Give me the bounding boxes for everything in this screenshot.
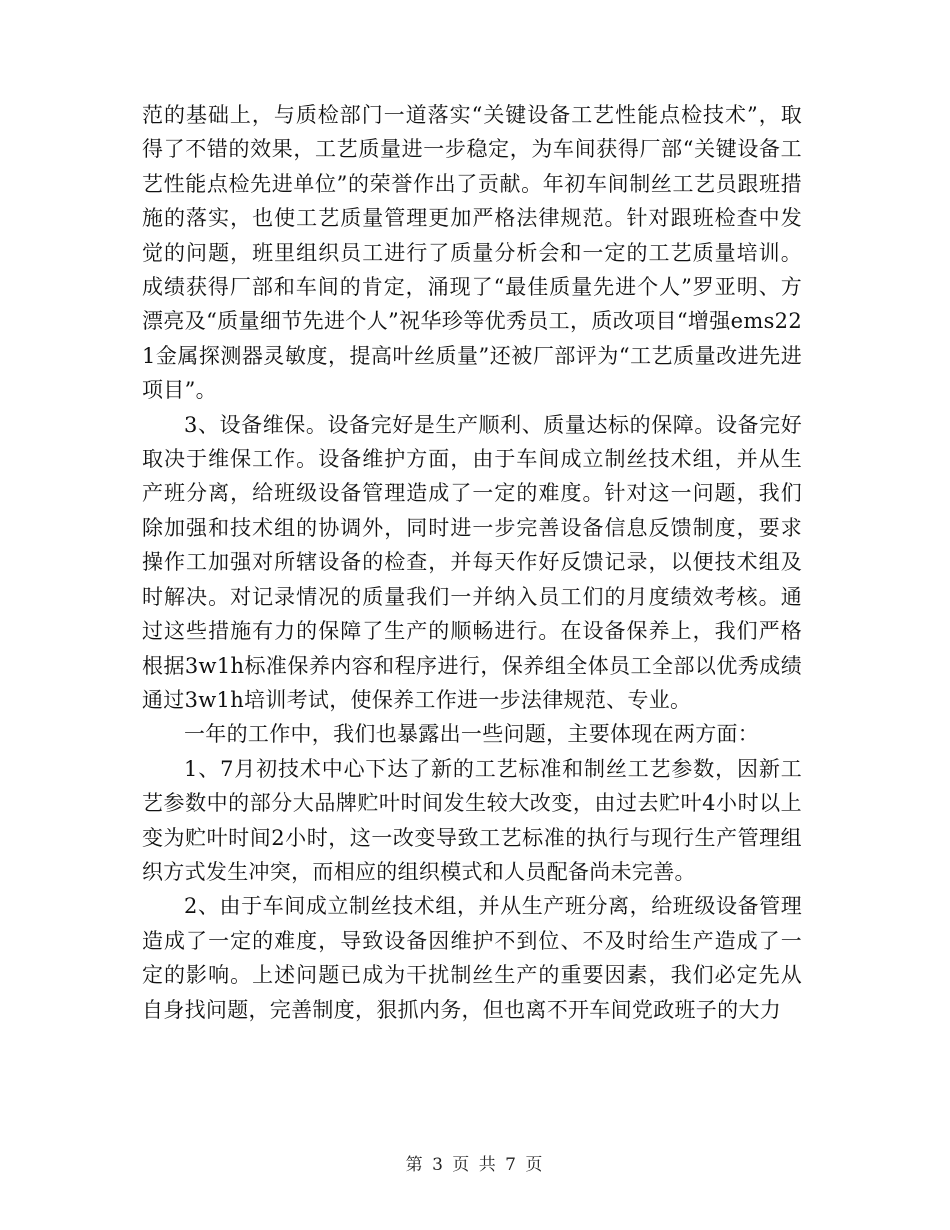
paragraph-equipment-maintenance: 3、设备维保。设备完好是生产顺利、质量达标的保障。设备完好取决于维保工作。设备维护方面，由于车间成立制丝技术组，并从生产班分离，给班级设备管理造成了一定的难度。针对这一问题，我们除加强和技术组的协调外，同时进一步完善设备信息反馈制度，要求操作工加强对所辖设备的检查，并每天作好反馈记录，以便技术组及时解决。对记录情况的质量我们一并纳入员工们的月度绩效考核。通过这些措施有力的保障了生产的顺畅进行。在设备保养上，我们严格根据3w1h标准保养内容和程序进行，保养组全体员工全部以优秀成绩通过3w1h培训考试，使保养工作进一步法律规范、专业。 [142, 412, 802, 712]
paragraph-quality-continuation: 范的基础上，与质检部门一道落实“关键设备工艺性能点检技术”，取得了不错的效果，工艺质量进一步稳定，为车间获得厂部“关键设备工艺性能点检先进单位”的荣誉作出了贡献。年初车间制丝工艺员跟班措施的落实，也使工艺质量管理更加严格法律规范。针对跟班检查中发觉的问题，班里组织员工进行了质量分析会和一定的工艺质量培训。成绩获得厂部和车间的肯定，涌现了“最佳质量先进个人”罗亚明、方漂亮及“质量细节先进个人”祝华珍等优秀员工，质改项目“增强ems221金属探测器灵敏度，提高叶丝质量”还被厂部评为“工艺质量改进先进项目”。 [142, 103, 802, 403]
paragraph-problems-intro: 一年的工作中，我们也暴露出一些问题，主要体现在两方面： [184, 722, 760, 747]
page-number-footer: 第 3 页 共 7 页 [405, 1155, 545, 1175]
paragraph-problem-2: 2、由于车间成立制丝技术组，并从生产班分离，给班级设备管理造成了一定的难度，导致设备因维护不到位、不及时给生产造成了一定的影响。上述问题已成为干扰制丝生产的重要因素，我们必定先从自身找问题，完善制度，狠抓内务，但也离不开车间党政班子的大力 [142, 894, 802, 1022]
paragraph-problem-1: 1、7月初技术中心下达了新的工艺标准和制丝工艺参数，因新工艺参数中的部分大品牌贮叶时间发生较大改变，由过去贮叶4小时以上变为贮叶时间2小时，这一改变导致工艺标准的执行与现行生产管理组织方式发生冲突，而相应的组织模式和人员配备尚未完善。 [142, 756, 802, 884]
document-body [142, 98, 802, 1027]
